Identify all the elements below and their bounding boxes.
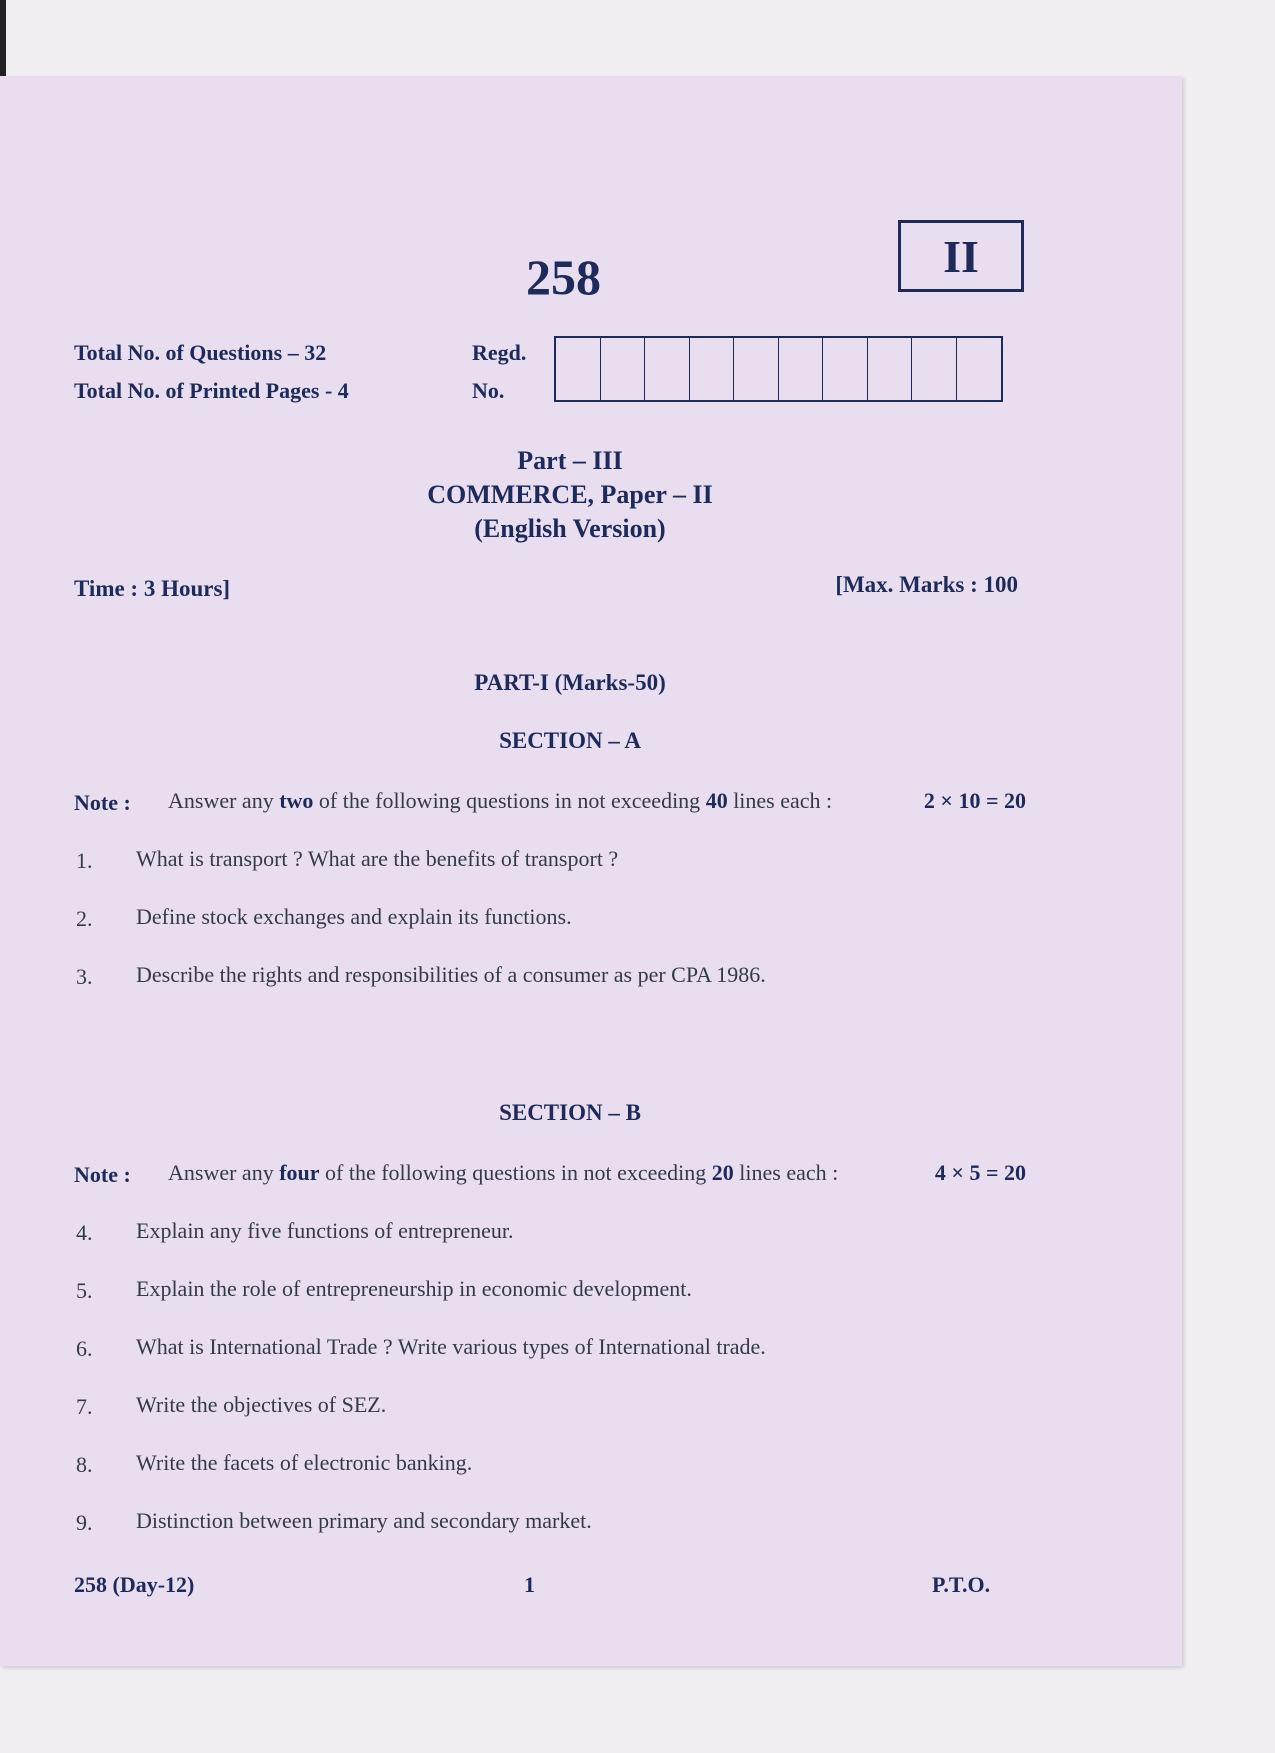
footer-code: 258 (Day-12) [74, 1572, 195, 1597]
question-text: Explain any five functions of entrepreneur. [136, 1218, 514, 1243]
reg-cell [957, 338, 1002, 400]
no-label: No. [472, 378, 505, 403]
reg-cell [601, 338, 646, 400]
question-text: Define stock exchanges and explain its functions. [136, 904, 572, 929]
registration-number-grid [554, 336, 1003, 402]
question-number: 2. [76, 906, 93, 931]
paper-number-box [898, 220, 1024, 292]
question-text: Write the objectives of SEZ. [136, 1392, 387, 1417]
reg-cell [645, 338, 690, 400]
question-number: 8. [76, 1452, 93, 1477]
section-a-heading: SECTION – A [499, 728, 641, 753]
reg-cell [556, 338, 601, 400]
question-text: Explain the role of entrepreneurship in economic development. [136, 1276, 692, 1301]
paper-code: 258 [526, 249, 601, 305]
subject-title: COMMERCE, Paper – II [427, 480, 713, 509]
section-b-heading: SECTION – B [499, 1100, 641, 1125]
total-pages: Total No. of Printed Pages - 4 [74, 378, 349, 403]
question-number: 7. [76, 1394, 93, 1419]
section-b-marks: 4 × 5 = 20 [934, 1160, 1026, 1185]
page-number: 1 [524, 1572, 535, 1597]
reg-cell [823, 338, 868, 400]
section-b-note: Answer any four of the following questions in not exceeding 20 lines each : [168, 1160, 839, 1185]
time-allowed: Time : 3 Hours] [74, 576, 231, 601]
section-a-marks: 2 × 10 = 20 [923, 788, 1026, 813]
pto-label: P.T.O. [932, 1572, 991, 1597]
question-number: 4. [76, 1220, 93, 1245]
reg-cell [779, 338, 824, 400]
question-text: What is International Trade ? Write various types of International trade. [136, 1334, 766, 1359]
total-questions: Total No. of Questions – 32 [74, 340, 327, 365]
part-heading: PART-I (Marks-50) [474, 670, 666, 695]
question-text: Distinction between primary and secondary market. [136, 1508, 592, 1533]
question-number: 3. [76, 964, 93, 989]
reg-cell [868, 338, 913, 400]
question-text: What is transport ? What are the benefits of transport ? [136, 846, 619, 871]
question-number: 1. [76, 848, 93, 873]
max-marks: [Max. Marks : 100 [835, 572, 1018, 597]
question-text: Describe the rights and responsibilities of a consumer as per CPA 1986. [136, 962, 766, 987]
version-title: (English Version) [474, 514, 666, 543]
part-title: Part – III [517, 446, 623, 475]
question-number: 5. [76, 1278, 93, 1303]
paper-number: II [943, 230, 979, 282]
section-a-note-label: Note : [74, 790, 131, 815]
question-number: 9. [76, 1510, 93, 1535]
reg-cell [734, 338, 779, 400]
question-text: Write the facets of electronic banking. [136, 1450, 473, 1475]
reg-cell [690, 338, 735, 400]
question-number: 6. [76, 1336, 93, 1361]
regd-label: Regd. [472, 340, 527, 365]
reg-cell [912, 338, 957, 400]
section-a-note: Answer any two of the following questions in not exceeding 40 lines each : [168, 788, 833, 813]
section-b-note-label: Note : [74, 1162, 131, 1187]
